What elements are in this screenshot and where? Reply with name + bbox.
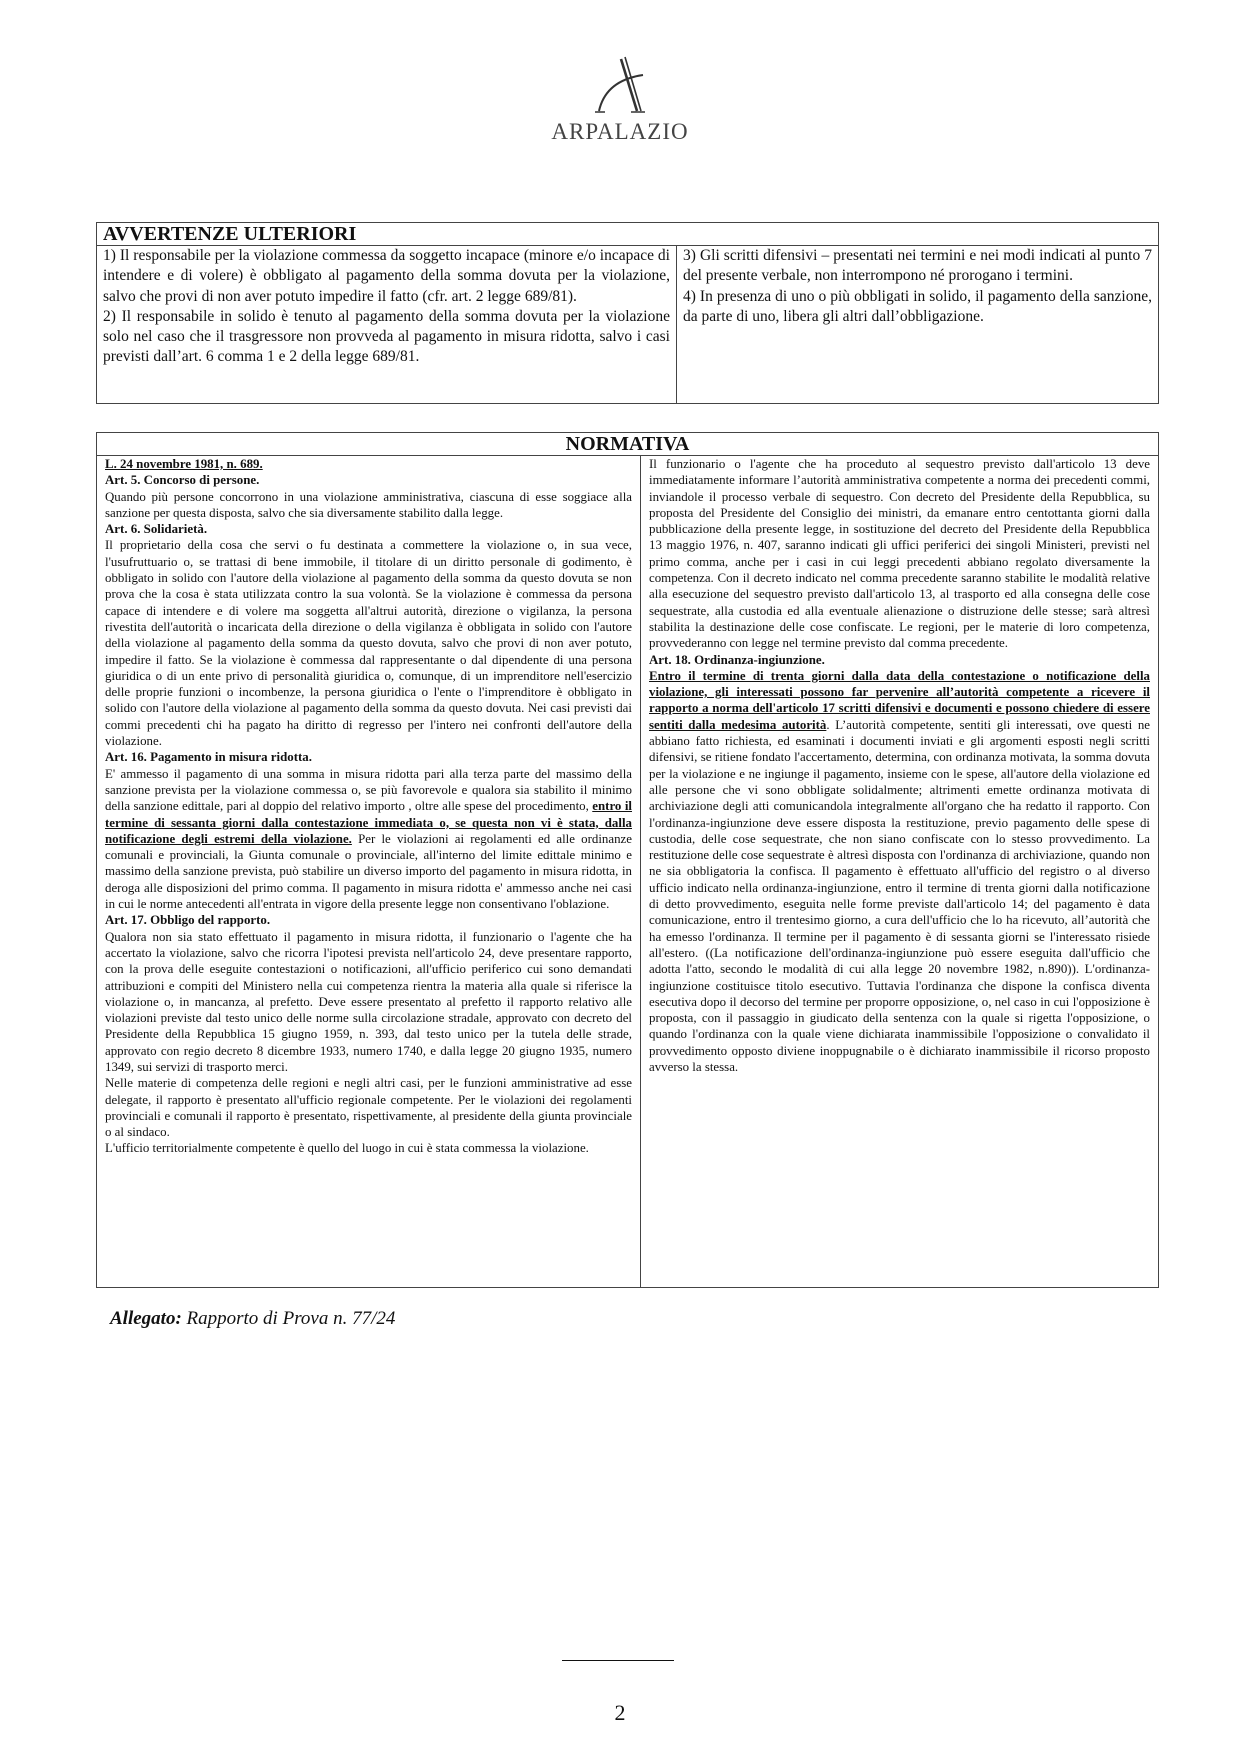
art5-text: Quando più persone concorrono in una violazione amministrativa, ciascuna di esse soggiace alla sanzione per questa disposta, salvo che sia diversamente stabilito dalla legge. [105,489,632,520]
avvertenza-1: 1) Il responsabile per la violazione commessa da soggetto incapace (minore e/o incapace di intendere e di volere) è obbligato al pagamento della somma dovuta per la violazione, salvo che provi di non aver potuto impedire il fatto (cfr. art. 2 legge 689/81). [103,247,670,305]
art17-title: Art. 17. Obbligo del rapporto. [105,913,271,928]
art17-continuation: Il funzionario o l'agente che ha proceduto al sequestro previsto dall'articolo 13 deve immediatamente informare l’autorità amministrativa competente a norma dei precedenti commi, inviandole il processo verbale di sequestro. Con decreto del Presidente della Repubblica, su proposta del Presidente del Consiglio dei ministri, da emanare entro centottanta giorni dalla pubblicazione della presente legge, in sostituzione del decreto del Presidente della Repubblica 13 maggio 1976, n. 407, saranno indicati gli uffici periferici dei singoli Ministeri, previsti nel primo comma, anche per i casi in cui leggi precedenti abbiano regolato diversamente la competenza. Con il decreto indicato nel comma precedente saranno stabilite le modalità relative alla esecuzione del sequestro previsto dall'articolo 13, al trasporto ed alla consegna delle cose sequestrate, alla custodia ed alla eventuale alienazione o distruzione delle stesse; sarà altresì stabilita la destinazione delle cose confiscate. Le regioni, per le materie di loro competenza, provvederanno con legge nel termine previsto dal comma precedente. [649,457,1150,651]
art6-title: Art. 6. Solidarietà. [105,522,208,537]
page-number: 2 [614,1700,626,1725]
art6-text: Il proprietario della cosa che servi o fu destinata a commettere la violazione o, in sua vece, l'usufruttuario o, se trattasi di bene immobile, il titolare di un diritto personale di godimento, è obbligato in solido con l'autore della violazione al pagamento della somma da questo dovuta se non prova che la cosa è stata utilizzata contro la sua volontà. Se la violazione è commessa da persona capace di intendere e di volere ma soggetta all'altrui autorità, direzione o vigilanza, la persona rivestita dell'autorità o incaricata della direzione o della vigilanza è obbligata in solido con l'autore della violazione al pagamento della somma da questo dovuta, salvo che provi di non aver potuto, impedire il fatto. Se la violazione è commessa dal rappresentante o dal dipendente di una persona giuridica o di un ente privo di personalità giuridica o, comunque, di un imprenditore nell'esercizio delle proprie funzioni o incombenze, la persona giuridica o l'ente o l'imprenditore è obbligato in solido con l'autore della violazione al pagamento della somma da questo dovuta. Nei casi previsti dai commi precedenti chi ha pagato ha diritto di regresso per l'intero nei confronti dell'autore della violazione. [105,538,632,749]
art18-body: . L’autorità competente, sentiti gli interessati, ove questi ne abbiano fatto richiesta, ed esaminati i documenti inviati e gli argomenti esposti negli scritti difensivi, se ritiene fondato l'accertamento, determina, con ordinanza motivata, la somma dovuta per la violazione e ne ingiunge il pagamento, insieme con le spese, all'autore della violazione ed alle persone che vi sono obbligate solidalmente; altrimenti emette ordinanza motivata di archiviazione degli atti comunicandola integralmente all'organo che ha redatto il rapporto. Con l'ordinanza-ingiunzione deve essere disposta la restituzione, previo pagamento delle spese di custodia, delle cose sequestrate, che non siano confiscate con lo stesso provvedimento. La restituzione delle cose sequestrate è altresì disposta con l'ordinanza di archiviazione, quando non ne sia obbligatoria la confisca. Il pagamento è effettuato all'ufficio del registro o al diverso ufficio indicato nella ordinanza-ingiunzione, entro il termine di trenta giorni dalla notificazione di detto provvedimento, eseguita nelle forme previste dall'articolo 14; del pagamento è data comunicazione, entro il trentesimo giorno, a cura dell'ufficio che lo ha ricevuto, all’autorità che ha emesso l'ordinanza. Il termine per il pagamento è di sessanta giorni se l'interessato risiede all'estero. ((La notificazione dell'ordinanza-ingiunzione può essere eseguita dall'ufficio che adotta l'atto, secondo le modalità di cui alla legge 20 novembre 1982, n.890)). L'ordinanza-ingiunzione costituisce titolo esecutivo. Tuttavia l'ordinanza che dispone la confisca diventa esecutiva dopo il decorso del termine per proporre opposizione, o, nel caso in cui l'opposizione è proposta, con il passaggio in giudicato della sentenza con la quale si rigetta l'opposizione, o quando l'ordinanza con la quale viene dichiarata inammissibile l'opposizione o convalidato il provvedimento opposto diviene inoppugnabile o è dichiarato inammissibile il ricorso proposto avverso la stessa. [649,717,1150,1074]
art16-text [105,766,632,913]
normativa-table [96,432,1159,1288]
avvertenza-4: 4) In presenza di uno o più obbligati in solido, il pagamento della sanzione, da parte di uno, libera gli altri dall’obbligazione. [683,287,1152,325]
art16-text-b: Per le violazioni ai regolamenti ed alle ordinanze comunali e provinciali, la Giunta comunale o provinciale, all'interno del limite edittale minimo e massimo della sanzione prevista, può stabilire un diverso importo del pagamento in misura ridotta, in deroga alle disposizioni del primo comma. Il pagamento in misura ridotta e' ammesso anche nei casi in cui le norme antecedenti all'entrata in vigore della presente legge non consentivano l'oblazione. [105,831,632,912]
logo-text: ARPALAZIO [551,119,689,144]
avvertenza-2: 2) Il responsabile in solido è tenuto al pagamento della somma dovuta per la violazione solo nel caso che il trasgressore non provveda al pagamento in misura ridotta, salvo i casi previsti dall’art. 6 comma 1 e 2 della legge 689/81. [103,307,670,366]
avvertenze-left-cell [97,246,677,404]
avvertenze-title: AVVERTENZE ULTERIORI [97,223,1159,246]
avvertenza-3: 3) Gli scritti difensivi – presentati nei termini e nei modi indicati al punto 7 del presente verbale, non interrompono né prorogano i termini. [683,247,1152,285]
allegato-label: Allegato: [110,1308,182,1329]
allegato-line [110,1308,395,1330]
art18-title: Art. 18. Ordinanza-ingiunzione. [649,652,825,667]
art16-emphasis: entro il termine di sessanta giorni dalla contestazione immediata o, se questa non vi è stata, dalla notificazione degli estremi della violazione. [105,799,632,846]
logo-mark-icon [585,55,655,117]
allegato-value: Rapporto di Prova n. 77/24 [181,1308,396,1329]
art17-paragraph-1: Qualora non sia stato effettuato il pagamento in misura ridotta, il funzionario o l'agente che ha accertato la violazione, salvo che ricorra l'ipotesi prevista nell'articolo 24, deve presentare rapporto, con la prova delle eseguite contestazioni o notificazioni, all'ufficio periferico cui sono demandati attribuzioni e compiti del Ministero nella cui competenza rientra la materia alla quale si riferisce la violazione o, in mancanza, al prefetto. Deve essere presentato al prefetto il rapporto relativo alle violazioni previste dal testo unico delle norme sulla circolazione stradale, approvato con decreto del Presidente della Repubblica 15 giugno 1959, n. 393, dal testo unico per la tutela delle strade, approvato con regio decreto 8 dicembre 1933, numero 1740, e dalla legge 20 giugno 1935, numero 1349, sui servizi di trasporto merci. [105,929,632,1074]
art16-title: Art. 16. Pagamento in misura ridotta. [105,750,312,765]
normativa-title: NORMATIVA [97,433,1159,456]
art18-text [649,668,1150,1075]
art5-title: Art. 5. Concorso di persone. [105,473,260,488]
art18-emphasis: Entro il termine di trenta giorni dalla data della contestazione o notificazione della violazione, gli interessati possono far pervenire all’autorità competente a ricevere il rapporto a norma dell'articolo 17 scritti difensivi e documenti e possono chiedere di essere sentiti dalla medesima autorità [649,668,1150,732]
art17-paragraph-3: L'ufficio territorialmente competente è quello del luogo in cui è stata commessa la violazione. [105,1141,589,1156]
arpalazio-logo [540,55,700,155]
normativa-left-cell [97,456,641,1288]
avvertenze-ulteriori-table [96,222,1159,404]
art16-text-a: E' ammesso il pagamento di una somma in misura ridotta pari alla terza parte del massimo della sanzione prevista per la violazione commessa o, se più favorevole e qualora sia stabilito il minimo della sanzione edittale, pari al doppio del relativo importo , oltre alle spese del procedimento, [105,766,632,814]
art17-paragraph-2: Nelle materie di competenza delle regioni e negli altri casi, per le funzioni amministrative ad esse delegate, il rapporto è presentato all'ufficio regionale competente. Per le violazioni dei regolamenti provinciali e comunali il rapporto è presentato, rispettivamente, al presidente della giunta provinciale o al sindaco. [105,1076,632,1140]
avvertenze-right-cell [677,246,1159,404]
footer-rule [562,1660,674,1661]
law-title: L. 24 novembre 1981, n. 689. [105,457,263,471]
normativa-right-cell [641,456,1159,1288]
